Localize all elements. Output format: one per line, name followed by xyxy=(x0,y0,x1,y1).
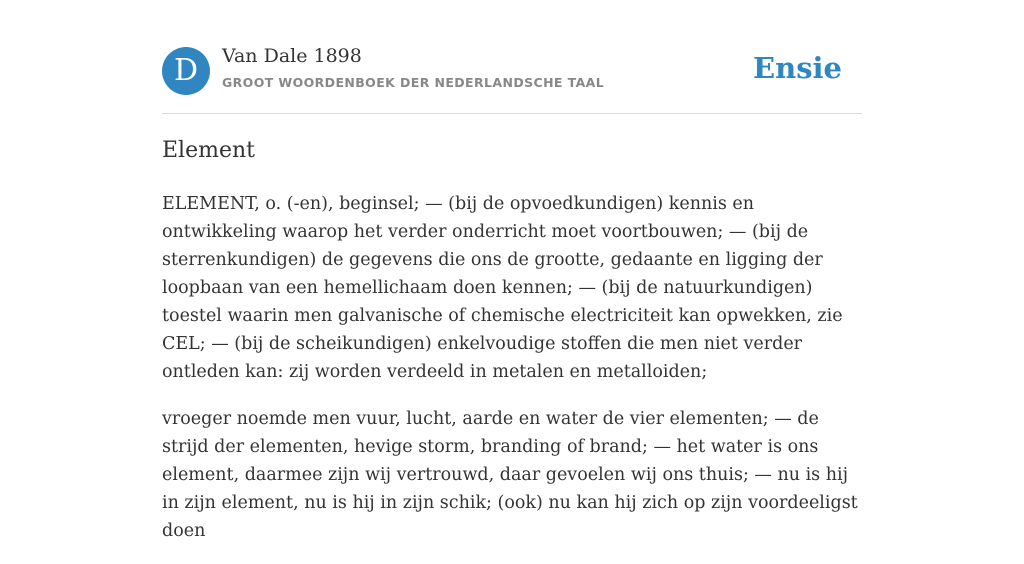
dictionary-header xyxy=(162,0,862,114)
dictionary-subtitle: GROOT WOORDENBOEK DER NEDERLANDSCHE TAAL xyxy=(222,75,605,90)
dictionary-name[interactable]: Van Dale 1898 xyxy=(222,45,362,67)
definition-paragraph: ELEMENT, o. (-en), beginsel; — (bij de opvoedkundigen) kennis en ontwikkeling waarop het verder onderricht moet voortbouwen; — (bij de sterrenkundigen) de gegevens die ons de grootte, gedaante en ligging der loopbaan van een hemellichaam doen kennen; — (bij de natuurkundigen) toestel waarin men galvanische of chemische electriciteit kan opwekken, zie CEL; — (bij de scheikundigen) enkelvoudige stoffen die men niet verder ontleden kan: zij worden verdeeld in metalen en metalloiden; xyxy=(162,194,843,382)
dictionary-avatar[interactable]: D xyxy=(162,47,210,95)
entry-definition xyxy=(162,190,862,564)
entry-title: Element xyxy=(162,138,256,163)
definition-paragraph: vroeger noemde men vuur, lucht, aarde en water de vier elementen; — de strijd der elementen, hevige storm, branding of brand; — het water is ons element, daarmee zijn wij vertrouwd, daar gevoelen wij ons thuis; — nu is hij in zijn element, nu is hij in zijn schik; (ook) nu kan hij zich op zijn voordeeligst doen xyxy=(162,409,858,541)
content-container xyxy=(162,0,862,541)
ensie-logo-link[interactable]: Ensie xyxy=(753,51,842,85)
